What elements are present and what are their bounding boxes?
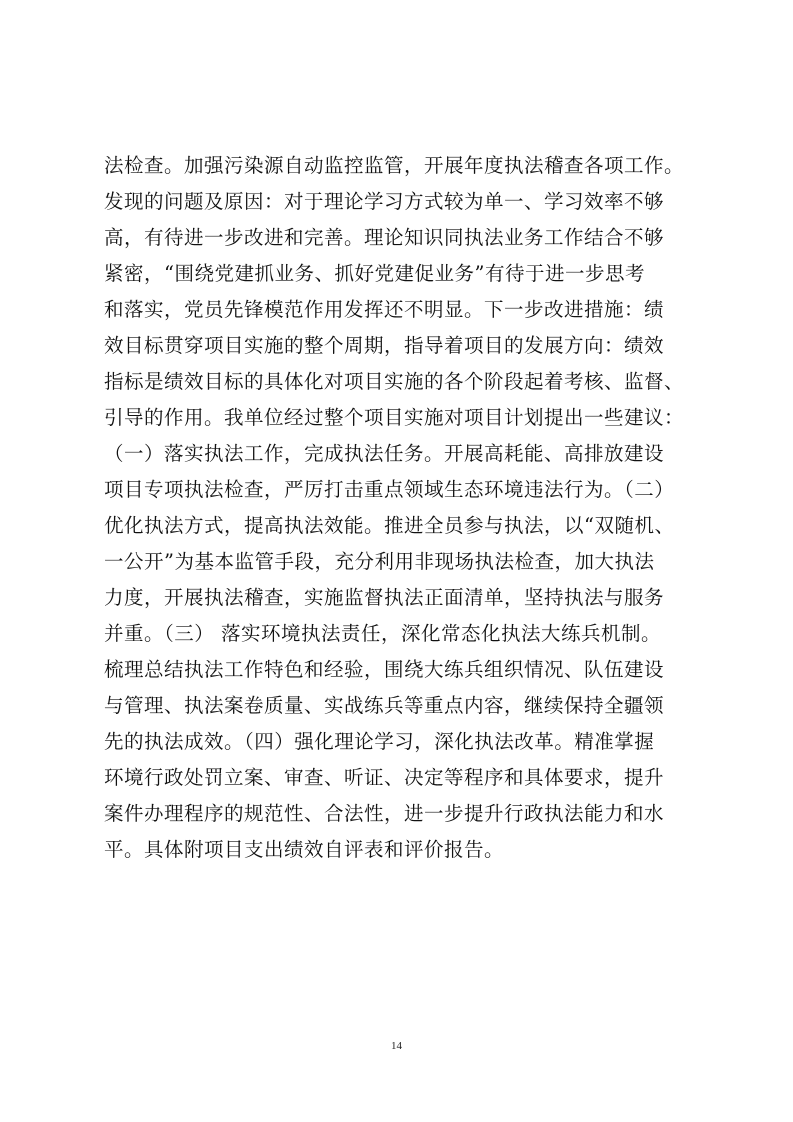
text-line: 并重。（三） 落实环境执法责任，深化常态化执法大练兵机制。 — [104, 622, 661, 645]
text-line: 优化执法方式，提高执法效能。推进全员参与执法，以“双随机、 — [104, 514, 675, 537]
text-line: 高，有待进一步改进和完善。理论知识同执法业务工作结合不够 — [104, 226, 665, 249]
text-line: 力度，开展执法稽查，实施监督执法正面清单，坚持执法与服务 — [104, 586, 665, 609]
text-line: 案件办理程序的规范性、合法性，进一步提升行政执法能力和水 — [104, 802, 665, 825]
text-line: 紧密，“围绕党建抓业务、抓好党建促业务”有待于进一步思考 — [104, 262, 645, 285]
text-line: 一公开”为基本监管手段，充分利用非现场执法检查，加大执法 — [104, 550, 655, 573]
text-line: 引导的作用。我单位经过整个项目实施对项目计划提出一些建议： — [104, 406, 685, 429]
text-line: 与管理、执法案卷质量、实战练兵等重点内容，继续保持全疆领 — [104, 694, 665, 717]
text-line: 和落实，党员先锋模范作用发挥还不明显。下一步改进措施：绩 — [104, 298, 665, 321]
text-line: 效目标贯穿项目实施的整个周期，指导着项目的发展方向：绩效 — [104, 334, 665, 357]
text-line: 法检查。加强污染源自动监控监管，开展年度执法稽查各项工作。 — [104, 154, 685, 177]
text-line: 项目专项执法检查，严厉打击重点领域生态环境违法行为。（二） — [104, 478, 675, 501]
text-line: （一）落实执法工作，完成执法任务。开展高耗能、高排放建设 — [104, 442, 665, 465]
text-line: 梳理总结执法工作特色和经验，围绕大练兵组织情况、队伍建设 — [104, 658, 665, 681]
text-line: 环境行政处罚立案、审查、听证、决定等程序和具体要求，提升 — [104, 766, 665, 789]
text-line: 指标是绩效目标的具体化对项目实施的各个阶段起着考核、监督、 — [104, 370, 685, 393]
text-line: 平。具体附项目支出绩效自评表和评价报告。 — [104, 838, 505, 861]
text-line: 先的执法成效。（四）强化理论学习，深化执法改革。精准掌握 — [104, 730, 655, 753]
text-line: 发现的问题及原因：对于理论学习方式较为单一、学习效率不够 — [104, 190, 665, 213]
body-text — [104, 148, 704, 868]
page-number: 14 — [391, 1040, 402, 1052]
